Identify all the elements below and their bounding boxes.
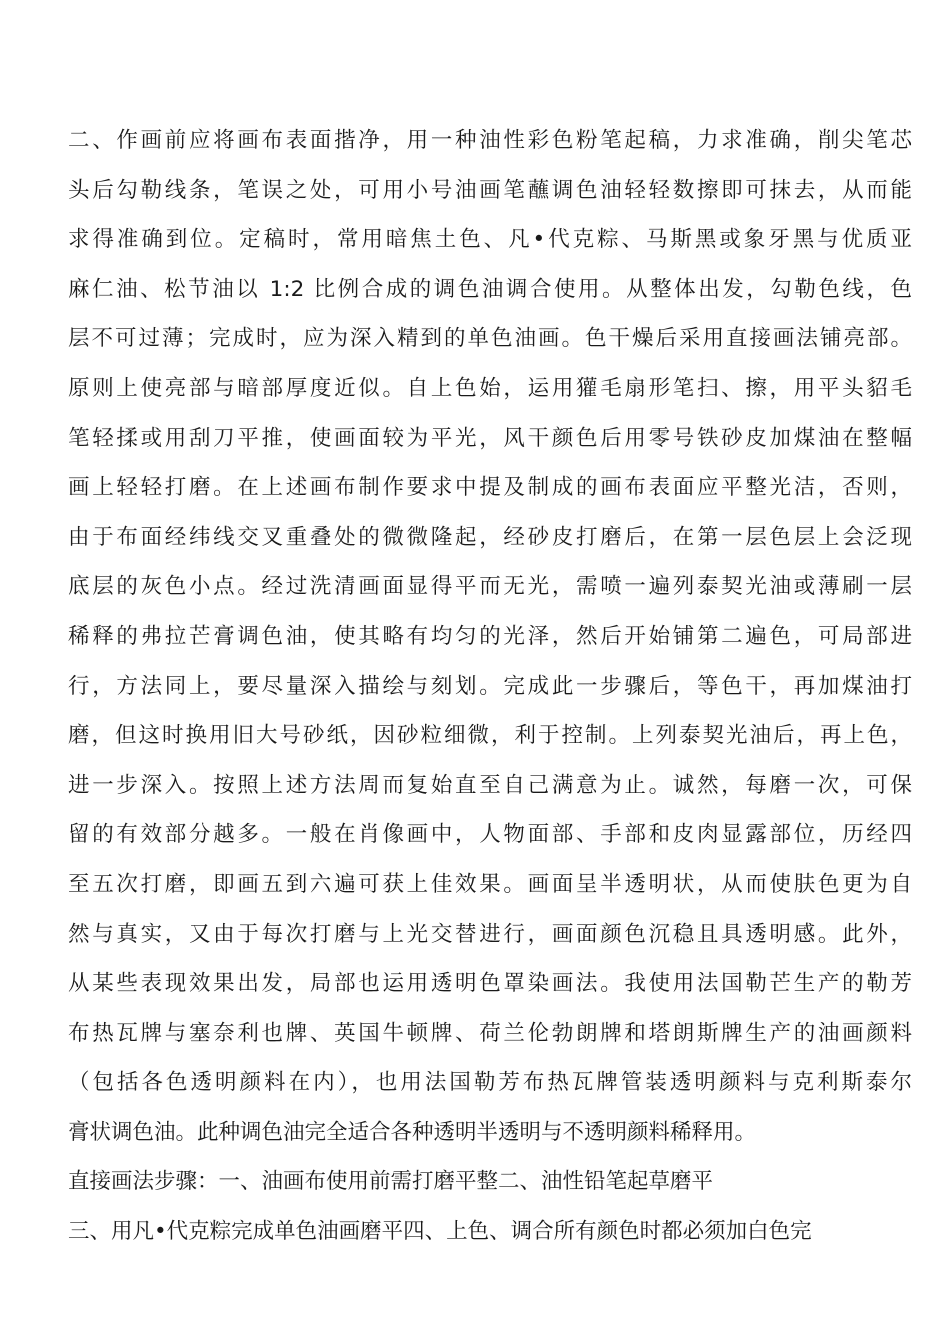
text-line: 稀释的弗拉芒膏调色油，使其略有均匀的光泽，然后开始铺第二遍色，可局部进	[68, 623, 912, 649]
text-line: 麻仁油、松节油以 1:2 比例合成的调色油调合使用。从整体出发，勾勒色线，色	[68, 276, 912, 302]
body-text	[68, 116, 912, 1257]
text-line: 进一步深入。按照上述方法周而复始直至自己满意为止。诚然，每磨一次，可保	[68, 772, 912, 798]
text-line: （包括各色透明颜料在内），也用法国勒芳布热瓦牌管装透明颜料与克利斯泰尔	[68, 1070, 912, 1096]
text-line: 二、作画前应将画布表面揩净，用一种油性彩色粉笔起稿，力求准确，削尖笔芯	[68, 128, 912, 153]
text-line: 笔轻揉或用刮刀平推，使画面较为平光，风干颜色后用零号铁砂皮加煤油在整幅	[68, 425, 912, 451]
text-line: 求得准确到位。定稿时，常用暗焦土色、凡•代克粽、马斯黑或象牙黑与优质亚	[68, 227, 912, 253]
text-line: 从某些表现效果出发，局部也运用透明色罩染画法。我使用法国勒芒生产的勒芳	[68, 971, 912, 997]
text-line: 布热瓦牌与塞奈利也牌、英国牛顿牌、荷兰伦勃朗牌和塔朗斯牌生产的油画颜料	[68, 1020, 912, 1046]
text-line: 行，方法同上，要尽量深入描绘与刻划。完成此一步骤后，等色干，再加煤油打	[68, 673, 912, 699]
text-line: 三、用凡•代克粽完成单色油画磨平四、上色、调合所有颜色时都必须加白色完	[68, 1219, 812, 1245]
text-line: 头后勾勒线条，笔误之处，可用小号油画笔蘸调色油轻轻数擦即可抹去，从而能	[68, 177, 912, 203]
text-line: 底层的灰色小点。经过洗清画面显得平而无光，需喷一遍列泰契光油或薄刷一层	[68, 574, 912, 600]
text-line: 至五次打磨，即画五到六遍可获上佳效果。画面呈半透明状，从而使肤色更为自	[68, 871, 912, 897]
text-line: 画上轻轻打磨。在上述画布制作要求中提及制成的画布表面应平整光洁，否则，	[68, 475, 912, 501]
text-line: 直接画法步骤：一、油画布使用前需打磨平整二、油性铅笔起草磨平	[68, 1169, 714, 1195]
text-line: 层不可过薄；完成时，应为深入精到的单色油画。色干燥后采用直接画法铺亮部。	[68, 326, 912, 352]
text-line: 磨，但这时换用旧大号砂纸，因砂粒细微，利于控制。上列泰契光油后，再上色，	[68, 723, 912, 749]
text-line: 留的有效部分越多。一般在肖像画中，人物面部、手部和皮肉显露部位，历经四	[68, 822, 912, 848]
text-line: 然与真实，又由于每次打磨与上光交替进行，画面颜色沉稳且具透明感。此外，	[68, 921, 912, 947]
text-line: 原则上使亮部与暗部厚度近似。自上色始，运用獾毛扇形笔扫、擦，用平头貂毛	[68, 375, 912, 401]
text-line: 膏状调色油。此种调色油完全适合各种透明半透明与不透明颜料稀释用。	[68, 1119, 757, 1145]
text-line: 由于布面经纬线交叉重叠处的微微隆起，经砂皮打磨后，在第一层色层上会泛现	[68, 524, 912, 550]
